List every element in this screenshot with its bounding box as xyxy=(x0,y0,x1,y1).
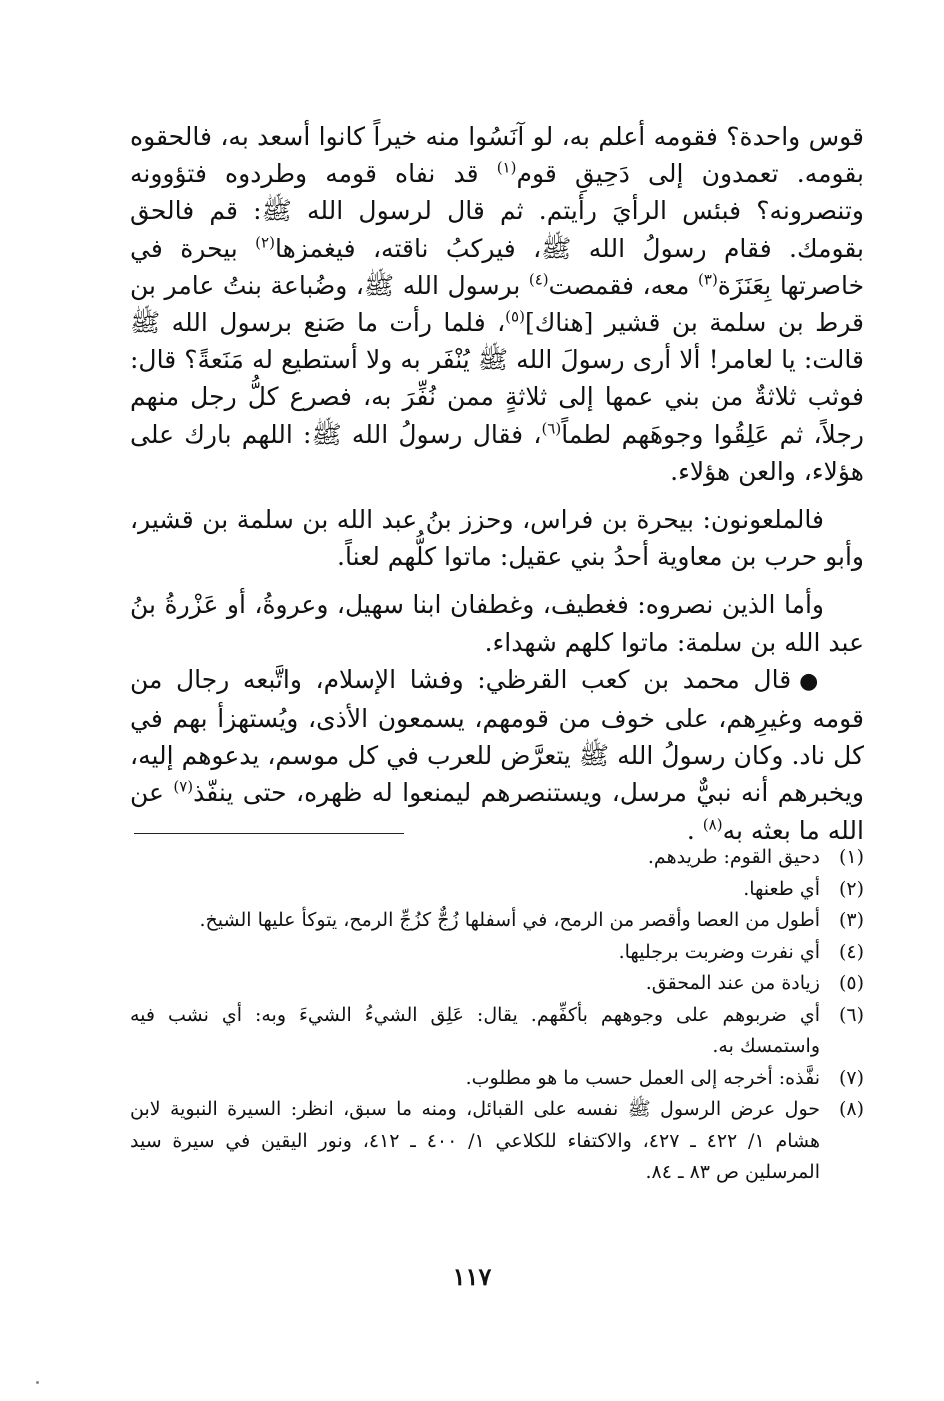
footnote-text: أي نفرت وضربت برجليها. xyxy=(618,940,820,963)
paragraph-3: وأما الذين نصروه: فغطيف، وغطفان ابنا سهيل، وعروةُ، أو عَزْرةُ بنُ عبد الله بن سلمة: ماتوا كلهم شهداء. xyxy=(130,590,864,657)
footnote xyxy=(130,1063,864,1095)
footnote-text: أطول من العصا وأقصر من الرمح، في أسفلها زُجٌّ كزُجِّ الرمح، يتوكأ عليها الشيخ. xyxy=(199,909,820,931)
text-line: ثلاثةٌ من بني عمها إلى ثلاثةٍ ممن نُفِّرَ به، فصرع كلُّ رجل منهم رجلاً، ثم عَلِقُوا xyxy=(130,382,865,449)
text-line: إلى دَحِيقِ قوم xyxy=(516,159,684,189)
footnote-ref[interactable]: (٣) xyxy=(698,270,718,289)
footnote-ref[interactable]: (٤) xyxy=(528,270,549,289)
footnote xyxy=(130,968,864,1000)
footnote-number: (٧) xyxy=(838,1066,864,1089)
footnote-number: (٨) xyxy=(838,1098,864,1120)
footnote-text: أي طعنها. xyxy=(743,877,820,900)
footnote xyxy=(130,1000,864,1063)
paragraph-4 xyxy=(130,661,864,849)
text-line: وجوهَهم لطماً xyxy=(561,419,704,449)
footnote-ref[interactable]: (٢) xyxy=(255,233,275,252)
paragraph-1 xyxy=(130,118,864,490)
text-line: برسول الله ﷺ، وضُباعة بنتُ xyxy=(222,270,529,300)
footnote-number: (٥) xyxy=(838,972,864,994)
footnote-text: نفَّذه: أخرجه إلى العمل حسب ما هو مطلوب. xyxy=(465,1066,820,1089)
footnote xyxy=(130,905,864,937)
footnote-ref[interactable]: (١) xyxy=(496,158,517,177)
footnote-ref[interactable]: (٨) xyxy=(702,815,723,834)
page-number: ١١٧ xyxy=(452,1262,492,1291)
footnote-number: (٤) xyxy=(838,940,864,963)
footnote-text: دحيق القوم: طريدهم. xyxy=(647,846,820,868)
bullet-icon: ● xyxy=(799,668,824,694)
text-line: ، فقال رسولُ الله ﷺ: اللهم بارك على هؤلاء، والعن هؤلاء. xyxy=(130,419,864,486)
footnote-number: (٦) xyxy=(838,1003,864,1026)
text-line: قالت: يا لعامر! ألا أرى رسولَ الله ﷺ يُنْفَر به ولا أستطيع له مَنَعةً؟ قال: فوثب xyxy=(130,345,864,412)
text-line: قد نفاه قومه وطردوه فتؤوونه وتنصرونه؟ فبئس الرأيَ رأيتم. ثم قال xyxy=(130,159,865,226)
footnote-ref[interactable]: (٥) xyxy=(505,307,525,326)
footnotes xyxy=(130,842,864,1189)
footnote-ref[interactable]: (٦) xyxy=(541,419,562,438)
text-line: عامر بن قرط بن سلمة بن قشير [هناك] xyxy=(130,270,864,338)
footnote-ref[interactable]: (٧) xyxy=(173,778,194,797)
text-line: قوس واحدة؟ فقومه أعلم به، لو آنَسُوا منه خيراً كانوا أسعد به، فالحقوه بقومه. تعمدون xyxy=(130,122,865,189)
footnote-text: حول عرض الرسول ﷺ نفسه على القبائل، ومنه ما سبق، انظر: السيرة النبوية لابن هشام ١/ ٤٢٢ ـ ٤٢٧، والاكتفاء للكلاعي ١/ ٤٠٠ ـ ٤١٢، ونور اليقين في سيرة سيد المرسلين ص ٨٣ ـ ٨٤. xyxy=(130,1098,821,1183)
main-text xyxy=(130,118,864,849)
paragraph-4-text: عن الله ما بعثه به xyxy=(130,778,864,845)
paragraph-4-text: قال محمد بن كعب القرظي: وفشا الإسلام، واتَّبعه رجال من قومه وغيرِهم، على خوف من قومهم، يسمعون الأذى، ويُستهزأ بهم في كل ناد. وكان رسولُ الله ﷺ يتعرَّض للعرب في كل موسم، يدعوهم إليه، ويخبرهم أنه نبيٌّ مرسل، ويستنصرهم ليمنعوا له ظهره، حتى ينفّذ xyxy=(130,664,864,808)
footnote-number: (١) xyxy=(838,846,864,868)
footnote xyxy=(130,842,864,874)
scan-speck xyxy=(36,1381,39,1384)
text-line: ، فلما رأت ما صَنع برسول الله ﷺ xyxy=(130,308,506,338)
footnote-text: زيادة من عند المحقق. xyxy=(645,972,820,994)
text-line: معه، فقمصت xyxy=(548,270,699,300)
footnote xyxy=(130,874,864,906)
text-line: بيحرة في خاصرتها بِعَنَزَة xyxy=(130,233,865,300)
footnote-text: أي ضربوهم على وجوههم بأكفِّهم. يقال: عَلِق الشيءُ الشيءَ وبه: أي نشب فيه واستمسك به. xyxy=(130,1003,820,1057)
text-line: لرسول الله ﷺ: قم فالحق بقومك. فقام رسولُ الله ﷺ، فيركبُ ناقته، فيغمزها xyxy=(130,196,864,263)
footnote xyxy=(130,1094,864,1189)
footnote xyxy=(130,937,864,969)
footnote-number: (٢) xyxy=(838,877,864,900)
paragraph-4-text: . xyxy=(686,815,703,845)
paragraph-2: فالملعونون: بيحرة بن فراس، وحزز بنُ عبد الله بن سلمة بن قشير، وأبو حرب بن معاوية أحدُ بني عقيل: ماتوا كلُّهم لعناً. xyxy=(130,505,864,572)
footnote-divider xyxy=(134,833,404,834)
footnote-number: (٣) xyxy=(838,909,864,931)
